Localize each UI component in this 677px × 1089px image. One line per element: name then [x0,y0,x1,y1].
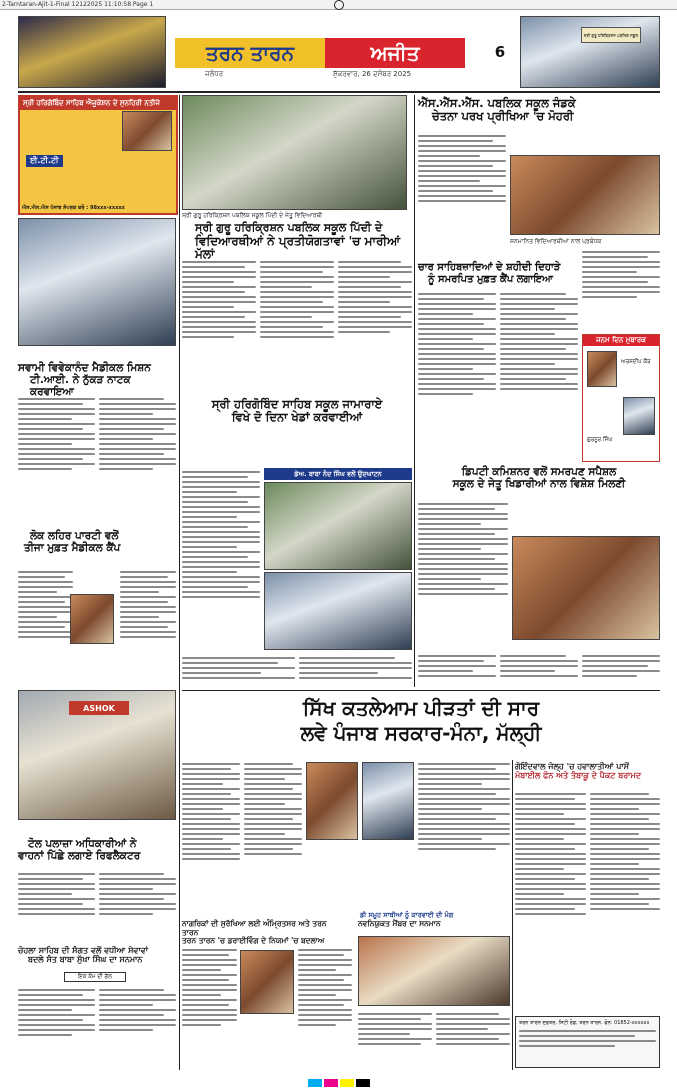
box-label [64,972,126,982]
main-headline [182,696,660,746]
main-body [182,760,302,920]
birthday-box [582,334,660,462]
harkrishan-photo [182,95,407,210]
ad-footer: ਐਸ.ਐਸ.ਐਸ ਪੰਜਾਬ ਸੰਪਰਕ ਕਰੋ : 98xxx-xxxxx [22,205,125,211]
hargobind-banner [264,468,412,480]
protest-headline: ਡੀ ਸਮੂਹ ਸਾਥੀਆਂ ਨੂੰ ਕਾਰਵਾਈ ਦੀ ਮੰਗ [360,911,454,919]
toll-headline-1: ਟੋਲ ਪਲਾਜ਼ਾ ਅਧਿਕਾਰੀਆਂ ਨੇ [28,838,137,850]
birthday-photo-1 [587,351,617,387]
birthday-photo-2 [623,397,655,435]
deputy-photo [512,536,660,640]
toll-shop-sign [69,701,129,715]
phone-body-right [298,946,352,1066]
lok-lehar-headline [18,530,176,554]
harkrishan-caption: ਸ੍ਰੀ ਗੁਰੂ ਹਰਿਕ੍ਰਿਸ਼ਨ ਪਬਲਿਕ ਸਕੂਲ ਪਿੱਦੀ ਦੇ ਜੇਤੂ ਵਿਦਿਆਰਥੀ [182,212,323,219]
page-number-value: 6 [494,43,506,61]
birthday-title: ਜਨਮ ਦਿਨ ਮੁਬਾਰਕ [583,335,659,346]
toll-headline [18,838,176,862]
toll-photo [18,690,176,820]
jail-headline [515,762,660,780]
phone-headline-2: ਤਰਨ ਤਾਰਨ 'ਚ ਡਰਾਈਵਿੰਗ ਦੇ ਨਿਯਮਾਂ 'ਚ ਬਦਲਾਅ [182,936,325,946]
masthead-date: ਸ਼ੁੱਕਰਵਾਰ, 26 ਦਸੰਬਰ 2025 [333,70,412,78]
box-label-text: ਇਕ ਕੰਮ ਦੀ ਗੱਲ [78,973,112,980]
jail-headline-2: ਮੋਬਾਈਲ ਫੋਨ ਅਤੇ ਤੰਬਾਕੂ ਦੇ ਪੈਕਟ ਬਰਾਮਦ [515,771,642,781]
guests-photo [358,936,510,1006]
lok-lehar-body-left [18,568,73,668]
vivekanand-headline-1: ਸਵਾਮੀ ਵਿਵੇਕਾਨੰਦ ਮੈਡੀਕਲ ਮਿਸ਼ਨ [18,362,151,374]
color-swatch-yellow [340,1079,354,1087]
color-swatch-cyan [308,1079,322,1087]
masthead-photo-right [520,16,660,88]
phone-headline [182,920,342,946]
vivekanand-headline-2: ਟੀ.ਆਈ. ਨੇ ਨੁੱਕੜ ਨਾਟਕ ਕਰਵਾਇਆ [30,374,131,399]
bottom-info-text: ਤਰਨ ਤਾਰਨ ਦਫ਼ਤਰ, ਸਿਟੀ ਰੋਡ, ਤਰਨ ਤਾਰਨ. ਫੋਨ: 01852-xxxxxx [519,1020,650,1026]
deputy-body-bottom [418,652,660,688]
hargobind-photo-1 [264,482,412,570]
color-swatch-magenta [324,1079,338,1087]
main-rule-top [182,690,660,691]
sahibzade-headline-1: ਚਾਰ ਸਾਹਿਬਜ਼ਾਦਿਆਂ ਦੇ ਸ਼ਹੀਦੀ ਦਿਹਾੜੇ [418,262,561,273]
print-strip-text: 2-Tarntaran-Ajit-1-Final 12122025 11:10:58 Page 1 [2,1,154,8]
hargobind-body-left [182,468,260,648]
column-rule-2 [414,95,415,687]
toll-headline-2: ਵਾਹਨਾਂ ਪਿੱਛੇ ਲਗਾਏ ਰਿਫਲੈਕਟਰ [18,850,141,863]
hargobind-photo-2 [264,572,412,650]
jail-headline-1: ਗੋਇੰਦਵਾਲ ਜੇਲ੍ਹ 'ਚ ਹਵਾਲਾਤੀਆਂ ਪਾਸੋਂ [515,762,629,771]
masthead-title-left: ਤਰਨ ਤਾਰਨ [205,41,295,65]
sss-headline-1: ਐੱਸ.ਐੱਸ.ਐੱਸ. ਪਬਲਿਕ ਸਕੂਲ ਜੰਡਕੇ [418,96,576,110]
deputy-headline [418,466,660,490]
registration-mark [334,0,344,10]
ad-title: ਸ੍ਰੀ ਹਰਿਗੋਬਿੰਦ ਸਾਹਿਬ ਐਜੂਕੇਸ਼ਨ ਦੇ ਸੁਨਹਿਰੀ ਨਤੀਜੇ [20,97,176,110]
masthead [175,38,485,82]
vivekanand-body [18,395,176,515]
guests-body [358,1010,510,1066]
vivekanand-headline [18,362,176,398]
color-swatch-black [356,1079,370,1087]
birthday-person-2: ਗੁਰਨੂਰ ਸਿੰਘ [587,437,613,443]
harkrishan-body [182,258,412,378]
sahibzade-body [418,290,578,460]
masthead-rule [18,91,660,93]
gurdwara-headline-2: ਬਦਲੇ ਸੰਤ ਬਾਬਾ ਸੁੱਖਾ ਸਿੰਘ ਦਾ ਸਨਮਾਨ [28,955,143,965]
phone-headline-1: ਨਾਗਰਿਕਾਂ ਦੀ ਸੁਰੱਖਿਆ ਲਈ ਅੰਮ੍ਰਿਤਸਰ ਅਤੇ ਤਰਨ ਤਾਰਨ [182,919,327,937]
main-body-right [418,760,510,910]
deputy-headline-1: ਡਿਪਟੀ ਕਮਿਸ਼ਨਰ ਵਲੋਂ ਸਮਰਪਣ ਸਪੈਸ਼ਲ [461,466,617,478]
toll-shop-sign-text: ASHOK [83,703,115,713]
ad-box [18,95,178,215]
harkrishan-headline-1: ਸ੍ਰੀ ਗੁਰੂ ਹਰਿਕ੍ਰਿਸ਼ਨ ਪਬਲਿਕ ਸਕੂਲ ਪਿੱਦੀ ਦੇ [195,221,383,234]
sss-body-left [418,132,506,242]
ad-badge-text: ਈ.ਟੀ.ਟੀ [30,156,59,165]
main-headline-1: ਸਿੱਖ ਕਤਲੇਆਮ ਪੀੜਤਾਂ ਦੀ ਸਾਰ [302,696,540,720]
hargobind-headline [182,398,412,424]
column-rule-1 [179,95,180,1070]
harkrishan-headline [195,222,407,262]
deputy-headline-2: ਸਕੂਲ ਦੇ ਜੇਤੂ ਖਿਡਾਰੀਆਂ ਨਾਲ ਵਿਸ਼ੇਸ਼ ਮਿਲਣੀ [452,478,626,491]
main-photo-1 [306,762,358,840]
masthead-subtitle: ਜਲੰਧਰ [205,70,224,78]
vivekanand-photo [18,218,176,346]
sss-body-right [582,248,660,328]
page-number [488,40,512,64]
main-photo-2 [362,762,414,840]
birthday-person-1: ਅਰਸ਼ਦੀਪ ਕੌਰ [621,359,651,365]
masthead-sign [581,27,641,43]
phone-body-left [182,946,237,1066]
ad-badge [26,155,63,167]
sss-headline [418,97,660,123]
hargobind-body-bottom [182,654,412,686]
gurdwara-headline-1: ਚੋਹਲਾ ਸਾਹਿਬ ਦੀ ਸੰਗਤ ਵਲੋਂ ਵਧੀਆ ਸੇਵਾਵਾਂ [18,946,148,955]
lok-lehar-headline-2: ਤੀਜਾ ਮੁਫ਼ਤ ਮੈਡੀਕਲ ਕੈਂਪ [24,542,121,555]
hargobind-banner-text: ਡੇਅ. ਬਾਬਾ ਨੰਦ ਸਿੰਘ ਵਲੋਂ ਉਦਘਾਟਨ [294,469,382,478]
masthead-left-block [175,38,325,68]
color-bar [0,1076,677,1089]
lok-lehar-photo [70,594,114,644]
hargobind-headline-2: ਵਿਖੇ ਦੋ ਦਿਨਾ ਖੇਡਾਂ ਕਰਵਾਈਆਂ [231,410,363,425]
bottom-info-box [515,1016,660,1068]
masthead-right-block [325,38,465,68]
sss-caption: ਸਨਮਾਨਿਤ ਵਿਦਿਆਰਥੀਆਂ ਨਾਲ ਪ੍ਰਬੰਧਕ [510,238,602,245]
sss-photo [510,155,660,235]
column-rule-3 [512,760,513,1070]
sss-headline-2: ਚੇਤਨਾ ਪਰਖ ਪ੍ਰੀਖਿਆ 'ਚ ਮੋਹਰੀ [432,109,574,124]
masthead-sign-text: ਸ੍ਰੀ ਗੁਰੂ ਹਰਿਕ੍ਰਿਸ਼ਨ ਪਬਲਿਕ ਸਕੂਲ [583,32,639,38]
harkrishan-headline-2: ਵਿਦਿਆਰਥੀਆਂ ਨੇ ਪ੍ਰਤੀਯੋਗਤਾਵਾਂ 'ਚ ਮਾਰੀਆਂ ਮੱਲਾਂ [195,233,401,262]
jail-body [515,790,660,1010]
gurdwara-body [18,986,176,1066]
masthead-title-right: ਅਜੀਤ [370,41,420,65]
phone-photo [240,950,294,1014]
sahibzade-headline-2: ਨੂੰ ਸਮਰਪਿਤ ਮੁਫ਼ਤ ਕੈਂਪ ਲਗਾਇਆ [428,273,553,285]
main-headline-2: ਲਵੇ ਪੰਜਾਬ ਸਰਕਾਰ-ਮੰਨਾ, ਮੱਲ੍ਹੀ [300,721,542,745]
ad-photo [122,111,172,151]
hargobind-headline-1: ਸ੍ਰੀ ਹਰਿਗੋਬਿੰਦ ਸਾਹਿਬ ਸਕੂਲ ਜਾਮਾਰਾਏ [211,397,383,411]
masthead-photo-left [18,16,166,88]
lok-lehar-headline-1: ਲੋਕ ਲਹਿਰ ਪਾਰਟੀ ਵਲੋਂ [30,530,119,542]
deputy-body [418,500,508,650]
guests-headline: ਨਵਨਿਯੁਕਤ ਮੈਂਬਰ ਦਾ ਸਨਮਾਨ [358,919,441,928]
gurdwara-headline [18,946,176,964]
toll-body [18,870,176,940]
lok-lehar-body-right [120,568,176,668]
